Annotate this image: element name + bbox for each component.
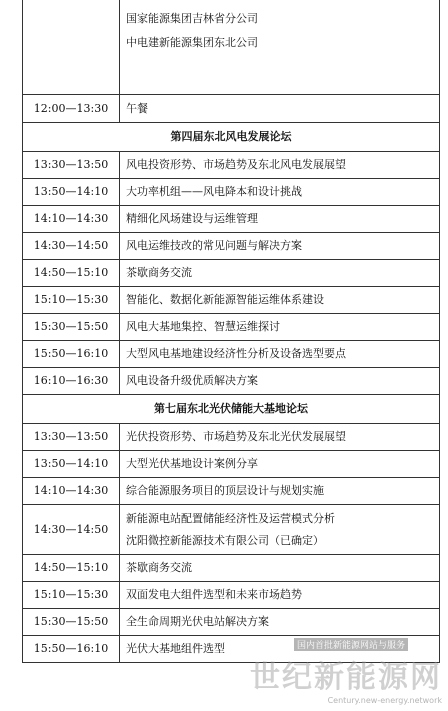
lunch-time: 12:00—13:30 bbox=[23, 95, 120, 123]
agenda-row bbox=[23, 478, 440, 505]
agenda-row bbox=[23, 314, 440, 341]
org-block-cell bbox=[120, 0, 440, 95]
session-topic: 光伏大基地组件选型 bbox=[120, 636, 440, 663]
time-slot: 15:10—15:30 bbox=[23, 287, 120, 314]
time-slot: 13:50—14:10 bbox=[23, 451, 120, 478]
section-header-row bbox=[23, 395, 440, 424]
time-slot: 15:50—16:10 bbox=[23, 341, 120, 368]
agenda-row bbox=[23, 179, 440, 206]
agenda-row bbox=[23, 233, 440, 260]
agenda-row bbox=[23, 451, 440, 478]
section-header-row bbox=[23, 123, 440, 152]
agenda-row bbox=[23, 341, 440, 368]
watermark-tag: 国内首批新能源网站与服务 bbox=[294, 638, 408, 651]
agenda-row bbox=[23, 368, 440, 395]
session-topic: 智能化、数据化新能源智能运维体系建设 bbox=[120, 287, 440, 314]
session-topic: 双面发电大组件选型和未来市场趋势 bbox=[120, 582, 440, 609]
time-slot: 13:50—14:10 bbox=[23, 179, 120, 206]
lunch-row bbox=[23, 95, 440, 123]
session-topic: 大功率机组——风电降本和设计挑战 bbox=[120, 179, 440, 206]
time-slot: 16:10—16:30 bbox=[23, 368, 120, 395]
session-topic: 精细化风场建设与运维管理 bbox=[120, 206, 440, 233]
agenda-row bbox=[23, 206, 440, 233]
session-topic: 风电运维技改的常见问题与解决方案 bbox=[120, 233, 440, 260]
session-topic: 新能源电站配置储能经济性及运营模式分析 bbox=[126, 511, 335, 525]
agenda-row bbox=[23, 260, 440, 287]
agenda-row bbox=[23, 287, 440, 314]
time-slot: 13:30—13:50 bbox=[23, 424, 120, 451]
org-line: 中电建新能源集团东北公司 bbox=[126, 36, 258, 49]
time-slot: 14:10—14:30 bbox=[23, 206, 120, 233]
section-title: 第四届东北风电发展论坛 bbox=[23, 123, 440, 152]
agenda-row bbox=[23, 424, 440, 451]
org-block-row bbox=[23, 0, 440, 95]
session-topic: 茶歇商务交流 bbox=[120, 555, 440, 582]
time-slot: 14:10—14:30 bbox=[23, 478, 120, 505]
watermark-logo-text: 世纪新能源网 bbox=[250, 660, 442, 695]
agenda-row bbox=[23, 609, 440, 636]
time-slot: 13:30—13:50 bbox=[23, 152, 120, 179]
session-topic-two-line bbox=[120, 505, 440, 555]
section-title: 第七届东北光伏储能大基地论坛 bbox=[23, 395, 440, 424]
time-slot: 14:50—15:10 bbox=[23, 260, 120, 287]
time-slot: 14:30—14:50 bbox=[23, 233, 120, 260]
agenda-row bbox=[23, 152, 440, 179]
session-topic: 风电设备升级优质解决方案 bbox=[120, 368, 440, 395]
session-topic: 风电投资形势、市场趋势及东北风电发展展望 bbox=[120, 152, 440, 179]
agenda-row bbox=[23, 582, 440, 609]
session-topic: 全生命周期光伏电站解决方案 bbox=[120, 609, 440, 636]
session-speaker: 沈阳微控新能源技术有限公司（已确定） bbox=[126, 533, 324, 547]
time-slot: 15:30—15:50 bbox=[23, 609, 120, 636]
session-topic: 大型光伏基地设计案例分享 bbox=[120, 451, 440, 478]
session-topic: 风电大基地集控、智慧运维探讨 bbox=[120, 314, 440, 341]
time-slot: 15:50—16:10 bbox=[23, 636, 120, 663]
session-topic: 大型风电基地建设经济性分析及设备选型要点 bbox=[120, 341, 440, 368]
time-slot: 15:30—15:50 bbox=[23, 314, 120, 341]
agenda-row-two-line bbox=[23, 505, 440, 555]
org-block-time-cell bbox=[23, 0, 120, 95]
time-slot: 15:10—15:30 bbox=[23, 582, 120, 609]
session-topic: 综合能源服务项目的顶层设计与规划实施 bbox=[120, 478, 440, 505]
session-topic: 光伏投资形势、市场趋势及东北光伏发展展望 bbox=[120, 424, 440, 451]
time-slot: 14:30—14:50 bbox=[23, 505, 120, 555]
lunch-label: 午餐 bbox=[120, 95, 440, 123]
time-slot: 14:50—15:10 bbox=[23, 555, 120, 582]
org-line: 国家能源集团吉林省分公司 bbox=[126, 12, 258, 25]
agenda-table bbox=[22, 0, 440, 663]
site-watermark bbox=[250, 641, 442, 705]
session-topic: 茶歇商务交流 bbox=[120, 260, 440, 287]
agenda-row bbox=[23, 555, 440, 582]
watermark-subtext: Century.new-energy.network bbox=[327, 696, 442, 705]
